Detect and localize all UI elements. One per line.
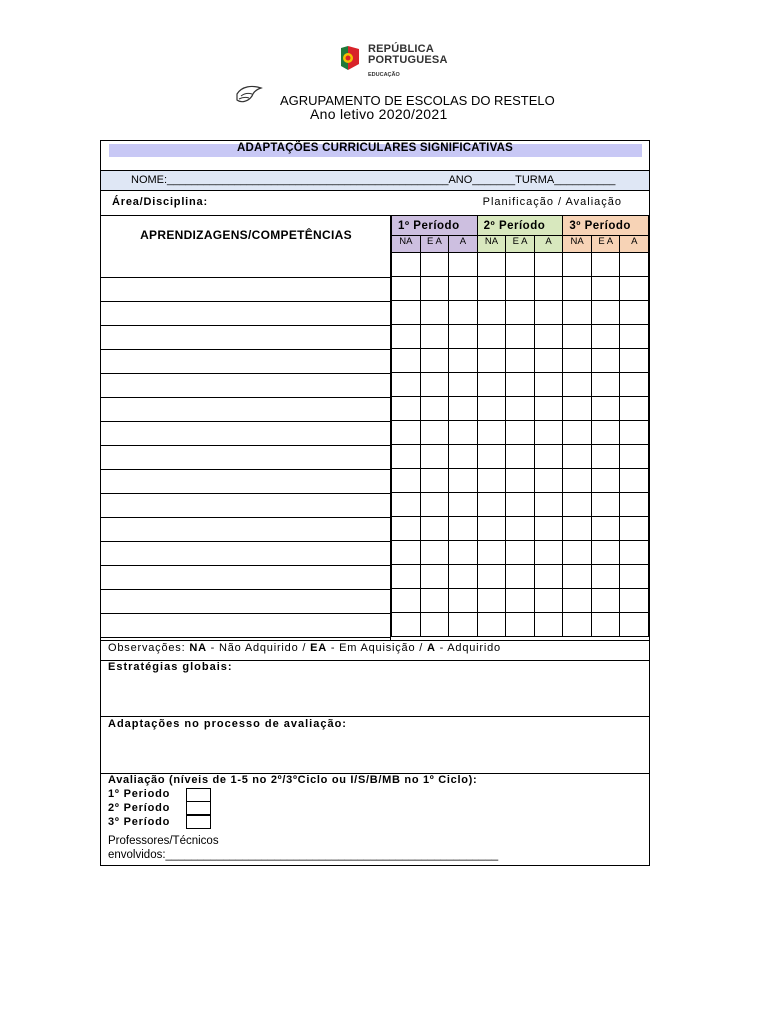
grid-cell[interactable] [449,421,478,445]
grid-row [392,301,649,325]
grid-cell[interactable] [620,301,649,325]
grid-cell[interactable] [420,277,449,301]
aval-period-2-box[interactable] [186,801,211,815]
grid-cell[interactable] [620,613,649,637]
grid-row [392,397,649,421]
period-1-header: 1º Período [392,216,478,236]
grid-cell[interactable] [420,589,449,613]
school-year: Ano letivo 2020/2021 [310,106,448,122]
grid-cell[interactable] [449,589,478,613]
grid-cell[interactable] [534,421,563,445]
grid-cell[interactable] [534,325,563,349]
grid-cell[interactable] [420,493,449,517]
logo-sub: EDUCAÇÃO [368,72,400,78]
grid-cell[interactable] [563,349,592,373]
grid-cell[interactable] [534,541,563,565]
col-na: NA [392,236,421,253]
grid-cell[interactable] [591,613,620,637]
grid-cell[interactable] [449,325,478,349]
professors-involved-line[interactable]: Professores/Técnicos envolvidos:____________________________________________________ [108,835,499,861]
period-2-header: 2º Período [477,216,563,236]
learning-row[interactable] [101,302,391,326]
grid-cell[interactable] [449,373,478,397]
grid-cell[interactable] [563,421,592,445]
grid-cell[interactable] [420,541,449,565]
grid-cell[interactable] [534,253,563,277]
grid-cell[interactable] [392,469,421,493]
aval-period-3-box[interactable] [186,815,211,829]
grid-cell[interactable] [477,517,506,541]
republica-portuguesa-logo [233,42,535,88]
grid-cell[interactable] [534,589,563,613]
grid-cell[interactable] [506,445,535,469]
grid-cell[interactable] [449,277,478,301]
learning-row[interactable] [101,422,391,446]
grid-row [392,493,649,517]
grid-cell[interactable] [392,445,421,469]
grid-cell[interactable] [591,565,620,589]
grid-cell[interactable] [420,373,449,397]
grid-row [392,373,649,397]
grid-cell[interactable] [477,397,506,421]
aval-period-2-label: 2º Período [108,802,171,814]
grid-cell[interactable] [392,397,421,421]
grid-cell[interactable] [563,253,592,277]
grid-cell[interactable] [534,397,563,421]
grid-cell[interactable] [506,277,535,301]
grid-cell[interactable] [477,469,506,493]
grid-cell[interactable] [506,589,535,613]
grid-row [392,349,649,373]
col-ea: E A [420,236,449,253]
grid-cell[interactable] [392,349,421,373]
grid-cell[interactable] [420,445,449,469]
grid-cell[interactable] [449,541,478,565]
name-field-line[interactable]: NOME:______________________________________________ANO_______TURMA__________ [131,174,616,186]
grid-cell[interactable] [620,517,649,541]
learning-row[interactable] [101,470,391,494]
grid-cell[interactable] [392,325,421,349]
grid-row [392,445,649,469]
learning-row[interactable] [101,398,391,422]
flag-shield-icon [339,44,361,72]
learning-row[interactable] [101,326,391,350]
col-na: NA [477,236,506,253]
grid-cell[interactable] [591,493,620,517]
grid-cell[interactable] [420,325,449,349]
grid-cell[interactable] [506,301,535,325]
grid-cell[interactable] [420,613,449,637]
grid-cell[interactable] [449,469,478,493]
grid-cell[interactable] [477,493,506,517]
col-ea: E A [591,236,620,253]
grid-cell[interactable] [392,421,421,445]
learning-row[interactable] [101,590,391,614]
grid-cell[interactable] [620,469,649,493]
school-bird-logo-icon [234,82,264,106]
grid-cell[interactable] [563,373,592,397]
grid-cell[interactable] [449,517,478,541]
grid-cell[interactable] [506,541,535,565]
grid-cell[interactable] [506,421,535,445]
grid-cell[interactable] [506,565,535,589]
grid-row [392,325,649,349]
grid-cell[interactable] [620,397,649,421]
grid-cell[interactable] [506,349,535,373]
aval-period-1-box[interactable] [186,788,211,802]
grid-cell[interactable] [534,277,563,301]
grid-cell[interactable] [506,517,535,541]
evaluation-grid [391,215,649,637]
grid-cell[interactable] [591,253,620,277]
grid-cell[interactable] [449,253,478,277]
grid-row [392,589,649,613]
global-strategies-label: Estratégias globais: [108,661,233,673]
grid-cell[interactable] [449,301,478,325]
grid-row [392,469,649,493]
grid-cell[interactable] [392,493,421,517]
col-a: A [449,236,478,253]
grid-cell[interactable] [477,613,506,637]
grid-cell[interactable] [477,565,506,589]
grid-cell[interactable] [392,589,421,613]
learning-rows [101,254,391,638]
grid-cell[interactable] [392,613,421,637]
grid-cell[interactable] [449,613,478,637]
col-a: A [620,236,649,253]
grid-cell[interactable] [563,541,592,565]
grid-row [392,613,649,637]
grid-cell[interactable] [591,325,620,349]
grid-cell[interactable] [591,421,620,445]
school-name: AGRUPAMENTO DE ESCOLAS DO RESTELO [280,93,555,108]
learning-row[interactable] [101,350,391,374]
grid-cell[interactable] [591,541,620,565]
grid-cell[interactable] [420,565,449,589]
grid-cell[interactable] [563,565,592,589]
grid-cell[interactable] [477,421,506,445]
grid-row [392,253,649,277]
legend-observations: Observações: NA - Não Adquirido / EA - Em Aquisição / A - Adquirido [108,642,501,654]
learning-competencies-header: APRENDIZAGENS/COMPETÊNCIAS [140,228,352,242]
grid-cell[interactable] [449,397,478,421]
grid-cell[interactable] [392,301,421,325]
grid-cell[interactable] [620,589,649,613]
grid-cell[interactable] [534,469,563,493]
grid-cell[interactable] [449,445,478,469]
grid-row [392,517,649,541]
grid-cell[interactable] [506,397,535,421]
grid-cell[interactable] [420,253,449,277]
grid-cell[interactable] [420,421,449,445]
grid-cell[interactable] [563,493,592,517]
grid-cell[interactable] [534,349,563,373]
grid-cell[interactable] [420,517,449,541]
grid-cell[interactable] [420,349,449,373]
grid-cell[interactable] [449,493,478,517]
grid-cell[interactable] [506,493,535,517]
grid-cell[interactable] [620,493,649,517]
grid-cell[interactable] [591,301,620,325]
learning-row[interactable] [101,254,391,278]
grid-cell[interactable] [563,325,592,349]
grid-cell[interactable] [534,613,563,637]
grid-cell[interactable] [620,421,649,445]
grid-cell[interactable] [449,349,478,373]
grid-cell[interactable] [563,613,592,637]
planning-evaluation-label: Planificação / Avaliação [482,196,622,208]
grid-cell[interactable] [591,397,620,421]
grid-cell[interactable] [563,445,592,469]
grid-cell[interactable] [477,349,506,373]
learning-row[interactable] [101,446,391,470]
grid-cell[interactable] [392,517,421,541]
period-3-header: 3º Período [563,216,649,236]
grid-cell[interactable] [392,541,421,565]
grid-cell[interactable] [534,301,563,325]
learning-row[interactable] [101,542,391,566]
aval-period-1-label: 1º Periodo [108,788,171,800]
area-discipline-label: Área/Disciplina: [112,196,208,208]
aval-period-3-label: 3º Período [108,816,171,828]
grid-cell[interactable] [591,469,620,493]
grid-cell[interactable] [506,373,535,397]
grid-row [392,541,649,565]
grid-cell[interactable] [477,445,506,469]
grid-cell[interactable] [506,613,535,637]
grid-cell[interactable] [477,301,506,325]
grid-cell[interactable] [420,469,449,493]
grid-cell[interactable] [591,445,620,469]
curricular-adaptations-form [100,140,650,866]
grid-cell[interactable] [563,277,592,301]
grid-cell[interactable] [477,253,506,277]
learning-row[interactable] [101,566,391,590]
grid-cell[interactable] [620,277,649,301]
logo-line1: REPÚBLICA [368,43,434,55]
grid-cell[interactable] [591,277,620,301]
grid-cell[interactable] [477,277,506,301]
grid-cell[interactable] [563,301,592,325]
grid-cell[interactable] [620,253,649,277]
grid-row [392,565,649,589]
grid-cell[interactable] [534,373,563,397]
learning-row[interactable] [101,278,391,302]
grid-cell[interactable] [620,349,649,373]
grid-cell[interactable] [563,589,592,613]
grid-cell[interactable] [506,253,535,277]
grid-row [392,421,649,445]
grid-cell[interactable] [620,541,649,565]
col-a: A [534,236,563,253]
grid-cell[interactable] [563,517,592,541]
grid-cell[interactable] [591,349,620,373]
evaluation-levels-label: Avaliação (níveis de 1-5 no 2º/3ºCiclo ou I/S/B/MB no 1º Ciclo): [108,774,478,786]
form-title: ADAPTAÇÕES CURRICULARES SIGNIFICATIVAS [237,142,513,154]
grid-cell[interactable] [392,373,421,397]
grid-cell[interactable] [420,301,449,325]
logo-line2: PORTUGUESA [368,54,448,66]
learning-row[interactable] [101,494,391,518]
col-na: NA [563,236,592,253]
grid-cell[interactable] [506,469,535,493]
grid-cell[interactable] [534,517,563,541]
grid-cell[interactable] [591,373,620,397]
grid-cell[interactable] [506,325,535,349]
grid-cell[interactable] [620,565,649,589]
grid-cell[interactable] [620,325,649,349]
col-ea: E A [506,236,535,253]
grid-cell[interactable] [392,565,421,589]
grid-cell[interactable] [420,397,449,421]
grid-cell[interactable] [534,565,563,589]
learning-row[interactable] [101,374,391,398]
grid-cell[interactable] [534,493,563,517]
grid-cell[interactable] [563,397,592,421]
grid-cell[interactable] [620,445,649,469]
grid-cell[interactable] [534,445,563,469]
grid-cell[interactable] [591,517,620,541]
grid-row [392,277,649,301]
grid-cell[interactable] [477,541,506,565]
learning-row[interactable] [101,518,391,542]
grid-cell[interactable] [591,589,620,613]
grid-cell[interactable] [563,469,592,493]
grid-cell[interactable] [392,277,421,301]
grid-cell[interactable] [477,373,506,397]
grid-cell[interactable] [477,325,506,349]
grid-cell[interactable] [449,565,478,589]
grid-cell[interactable] [477,589,506,613]
grid-cell[interactable] [620,373,649,397]
grid-cell[interactable] [392,253,421,277]
evaluation-adaptations-label: Adaptações no processo de avaliação: [108,718,347,730]
learning-row[interactable] [101,614,391,638]
